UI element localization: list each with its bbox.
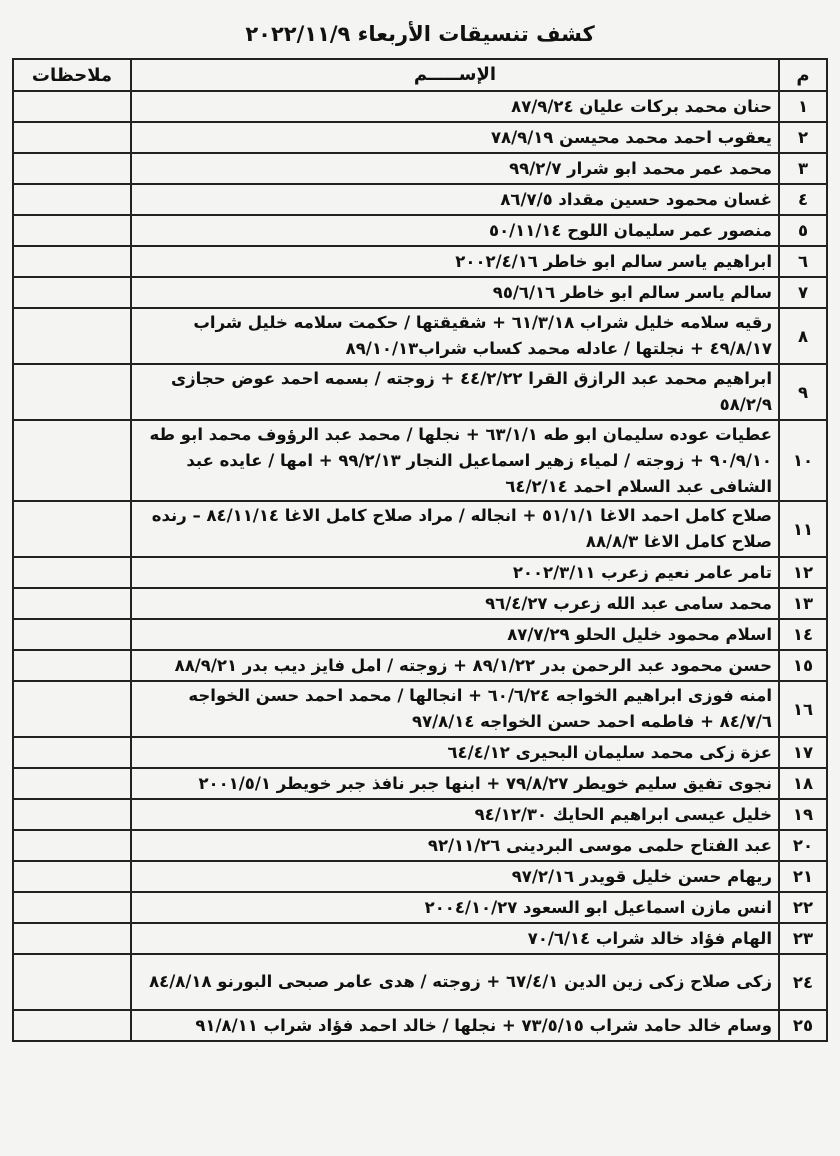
row-name: ابراهيم ياسر سالم ابو خاطر ٢٠٠٢/٤/١٦ xyxy=(131,246,779,277)
row-number: ١ xyxy=(779,91,827,122)
table-row xyxy=(13,892,827,923)
table-row xyxy=(13,681,827,737)
coordination-table xyxy=(12,58,828,1042)
table-row xyxy=(13,830,827,861)
table-row xyxy=(13,501,827,557)
table-row xyxy=(13,799,827,830)
table-row xyxy=(13,737,827,768)
table-row xyxy=(13,215,827,246)
table-row xyxy=(13,861,827,892)
row-notes xyxy=(13,1010,131,1041)
table-row xyxy=(13,122,827,153)
table-row xyxy=(13,923,827,954)
row-notes xyxy=(13,923,131,954)
row-number: ٦ xyxy=(779,246,827,277)
row-number: ٢٤ xyxy=(779,954,827,1010)
table-row xyxy=(13,954,827,1010)
row-number: ٤ xyxy=(779,184,827,215)
row-name: وسام خالد حامد شراب ٧٣/٥/١٥ + نجلها / خالد احمد فؤاد شراب ٩١/٨/١١ xyxy=(131,1010,779,1041)
table-row xyxy=(13,308,827,364)
row-number: ٢٠ xyxy=(779,830,827,861)
table-row xyxy=(13,619,827,650)
row-notes xyxy=(13,619,131,650)
row-name: غسان محمود حسين مقداد ٨٦/٧/٥ xyxy=(131,184,779,215)
header-row xyxy=(13,59,827,91)
page-title: كشف تنسيقات الأربعاء ٢٠٢٢/١١/٩ xyxy=(245,22,595,46)
row-name: الهام فؤاد خالد شراب ٧٠/٦/١٤ xyxy=(131,923,779,954)
row-name: نجوى تفيق سليم خويطر ٧٩/٨/٢٧ + ابنها جبر نافذ جبر خويطر ٢٠٠١/٥/١ xyxy=(131,768,779,799)
table-row xyxy=(13,364,827,420)
row-notes xyxy=(13,588,131,619)
table-row xyxy=(13,1010,827,1041)
row-number: ٨ xyxy=(779,308,827,364)
table-row xyxy=(13,246,827,277)
row-number: ٢٣ xyxy=(779,923,827,954)
row-number: ١٤ xyxy=(779,619,827,650)
row-number: ٩ xyxy=(779,364,827,420)
row-notes xyxy=(13,277,131,308)
table-row xyxy=(13,557,827,588)
row-notes xyxy=(13,737,131,768)
row-notes xyxy=(13,954,131,1010)
table-row xyxy=(13,588,827,619)
row-number: ١٢ xyxy=(779,557,827,588)
row-name: خليل عيسى ابراهيم الحايك ٩٤/١٢/٣٠ xyxy=(131,799,779,830)
row-number: ١١ xyxy=(779,501,827,557)
row-notes xyxy=(13,830,131,861)
row-name: تامر عامر نعيم زعرب ٢٠٠٢/٣/١١ xyxy=(131,557,779,588)
row-name: حسن محمود عبد الرحمن بدر ٨٩/١/٢٢ + زوجته / امل فايز ديب بدر ٨٨/٩/٢١ xyxy=(131,650,779,681)
row-notes xyxy=(13,215,131,246)
row-name: امنه فوزى ابراهيم الخواجه ٦٠/٦/٢٤ + انجالها / محمد احمد حسن الخواجه ٨٤/٧/٦ + فاطمه احمد حسن الخواجه ٩٧/٨/١٤ xyxy=(131,681,779,737)
row-notes xyxy=(13,799,131,830)
table-row xyxy=(13,768,827,799)
row-notes xyxy=(13,308,131,364)
header-name: الإســـــم xyxy=(131,59,779,91)
row-number: ٢ xyxy=(779,122,827,153)
row-notes xyxy=(13,861,131,892)
row-notes xyxy=(13,557,131,588)
row-number: ١٩ xyxy=(779,799,827,830)
row-name: ابراهيم محمد عبد الرازق القرا ٤٤/٢/٢٢ + زوجته / بسمه احمد عوض حجازى ٥٨/٢/٩ xyxy=(131,364,779,420)
row-name: محمد عمر محمد ابو شرار ٩٩/٢/٧ xyxy=(131,153,779,184)
row-notes xyxy=(13,768,131,799)
row-number: ٥ xyxy=(779,215,827,246)
table-row xyxy=(13,420,827,501)
row-number: ٢٢ xyxy=(779,892,827,923)
row-name: انس مازن اسماعيل ابو السعود ٢٠٠٤/١٠/٢٧ xyxy=(131,892,779,923)
row-name: حنان محمد بركات عليان ٨٧/٩/٢٤ xyxy=(131,91,779,122)
row-number: ١٥ xyxy=(779,650,827,681)
row-number: ٧ xyxy=(779,277,827,308)
row-notes xyxy=(13,681,131,737)
row-number: ١٨ xyxy=(779,768,827,799)
row-number: ٣ xyxy=(779,153,827,184)
row-name: ريهام حسن خليل قويدر ٩٧/٢/١٦ xyxy=(131,861,779,892)
header-notes: ملاحظات xyxy=(13,59,131,91)
row-notes xyxy=(13,892,131,923)
table-row xyxy=(13,184,827,215)
row-notes xyxy=(13,153,131,184)
row-notes xyxy=(13,184,131,215)
row-name: محمد سامى عبد الله زعرب ٩٦/٤/٢٧ xyxy=(131,588,779,619)
row-number: ٢٥ xyxy=(779,1010,827,1041)
row-number: ١٧ xyxy=(779,737,827,768)
header-number: م xyxy=(779,59,827,91)
row-name: عطيات عوده سليمان ابو طه ٦٣/١/١ + نجلها / محمد عبد الرؤوف محمد ابو طه ٩٠/٩/١٠ + زوجته / لمياء زهير اسماعيل النجار ٩٩/٢/١٣ + امها / عايده عبد الشافى عبد السلام احمد ٦٤/٢/١٤ xyxy=(131,420,779,501)
row-notes xyxy=(13,650,131,681)
table-row xyxy=(13,277,827,308)
row-name: عبد الفتاح حلمى موسى البردينى ٩٢/١١/٢٦ xyxy=(131,830,779,861)
row-notes xyxy=(13,364,131,420)
table-row xyxy=(13,153,827,184)
row-notes xyxy=(13,501,131,557)
row-name: سالم ياسر سالم ابو خاطر ٩٥/٦/١٦ xyxy=(131,277,779,308)
row-name: زكى صلاح زكى زين الدين ٦٧/٤/١ + زوجته / هدى عامر صبحى البورنو ٨٤/٨/١٨ xyxy=(131,954,779,1010)
row-name: صلاح كامل احمد الاغا ٥١/١/١ + انجاله / مراد صلاح كامل الاغا ٨٤/١١/١٤ – رنده صلاح كامل الاغا ٨٨/٨/٣ xyxy=(131,501,779,557)
row-notes xyxy=(13,420,131,501)
row-number: ١٠ xyxy=(779,420,827,501)
table-row xyxy=(13,650,827,681)
row-number: ٢١ xyxy=(779,861,827,892)
row-number: ١٦ xyxy=(779,681,827,737)
row-name: رقيه سلامه خليل شراب ٦١/٣/١٨ + شقيقتها / حكمت سلامه خليل شراب ٤٩/٨/١٧ + نجلتها / عادله محمد كساب شراب٨٩/١٠/١٣ xyxy=(131,308,779,364)
row-name: منصور عمر سليمان اللوح ٥٠/١١/١٤ xyxy=(131,215,779,246)
table-row xyxy=(13,91,827,122)
row-notes xyxy=(13,91,131,122)
row-name: اسلام محمود خليل الحلو ٨٧/٧/٢٩ xyxy=(131,619,779,650)
row-notes xyxy=(13,122,131,153)
row-number: ١٣ xyxy=(779,588,827,619)
row-name: يعقوب احمد محمد محيسن ٧٨/٩/١٩ xyxy=(131,122,779,153)
row-notes xyxy=(13,246,131,277)
row-name: عزة زكى محمد سليمان البحيرى ٦٤/٤/١٢ xyxy=(131,737,779,768)
